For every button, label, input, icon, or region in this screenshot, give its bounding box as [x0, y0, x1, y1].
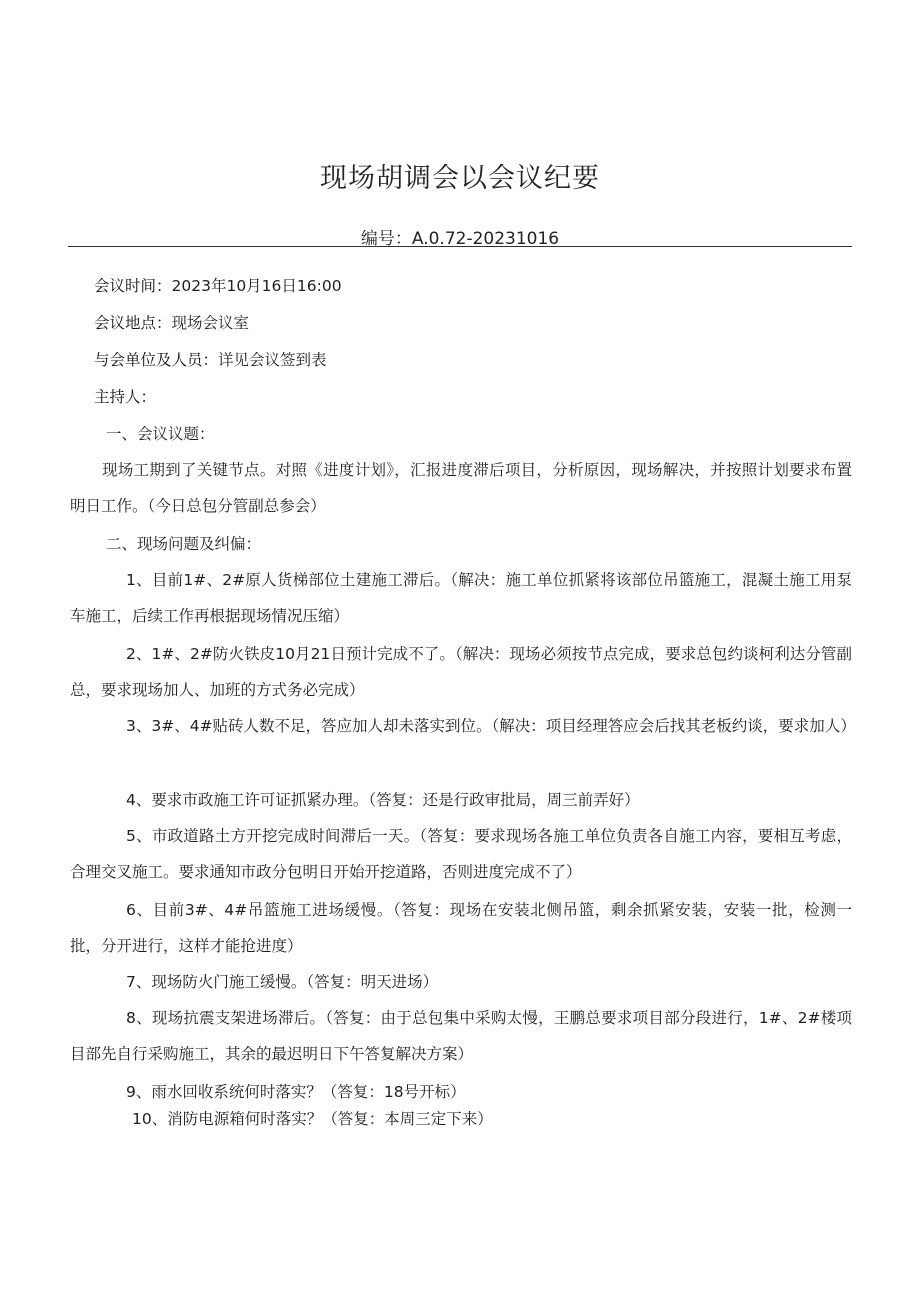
- header-divider: [68, 246, 852, 247]
- issue-item: 5、市政道路土方开挖完成时间滞后一天。（答复：要求现场各施工单位负责各自施工内容，要相互考虑，合理交叉施工。要求通知市政分包明日开始开挖道路，否则进度完成不了）: [70, 827, 852, 881]
- topic-heading: 一、会议议题：: [106, 425, 215, 443]
- issue-item: 10、消防电源箱何时落实？（答复：本周三定下来）: [132, 1110, 493, 1128]
- issue-item: 7、现场防火门施工缓慢。（答复：明天进场）: [126, 973, 439, 991]
- attendees-row: [94, 350, 327, 370]
- meeting-time-row: [94, 276, 342, 296]
- issues-heading: 二、现场问题及纠偏：: [106, 535, 262, 553]
- meeting-place-row: [94, 313, 249, 333]
- meeting-time-label: 会议时间：: [94, 277, 172, 295]
- issue-item: 6、目前3#、4#吊篮施工进场缓慢。（答复：现场在安装北侧吊篮，剩余抓紧安装，安装一批，检测一批，分开进行，这样才能抢进度）: [70, 901, 852, 955]
- issue-item: 4、要求市政施工许可证抓紧办理。（答复：还是行政审批局，周三前弄好）: [126, 791, 640, 809]
- issue-item: 2、1#、2#防火铁皮10月21日预计完成不了。（解决：现场必须按节点完成，要求总包约谈柯利达分管副总，要求现场加人、加班的方式务必完成）: [70, 645, 852, 699]
- attendees-label: 与会单位及人员：: [94, 351, 219, 369]
- meeting-place-label: 会议地点：: [94, 314, 172, 332]
- issue-item: 1、目前1#、2#原人货梯部位土建施工滞后。（解决：施工单位抓紧将该部位吊篮施工，混凝土施工用泵车施工，后续工作再根据现场情况压缩）: [70, 571, 852, 625]
- meeting-time-value: 2023年10月16日16:00: [171, 277, 342, 295]
- issue-item: 3、3#、4#贴砖人数不足，答应加人却未落实到位。（解决：项目经理答应会后找其老板约谈，要求加人）: [126, 717, 856, 735]
- document-number: 编号：A.0.72-20231016: [360, 229, 560, 249]
- attendees-value: 详见会议签到表: [218, 351, 327, 369]
- host-label: 主持人：: [94, 388, 157, 406]
- document-title: 现场胡调会以会议纪要: [320, 163, 600, 194]
- meeting-place-value: 现场会议室: [171, 314, 250, 332]
- host-row: [94, 387, 156, 407]
- topic-text: 现场工期到了关键节点。对照《进度计划》，汇报进度滞后项目，分析原因，现场解决，并按照计划要求布置明日工作。（今日总包分管副总参会）: [70, 461, 852, 515]
- issue-item: 8、现场抗震支架进场滞后。（答复：由于总包集中采购太慢，王鹏总要求项目部分段进行，1#、2#楼项目部先自行采购施工，其余的最迟明日下午答复解决方案）: [70, 1009, 852, 1063]
- issue-item: 9、雨水回收系统何时落实？（答复：18号开标）: [126, 1083, 466, 1101]
